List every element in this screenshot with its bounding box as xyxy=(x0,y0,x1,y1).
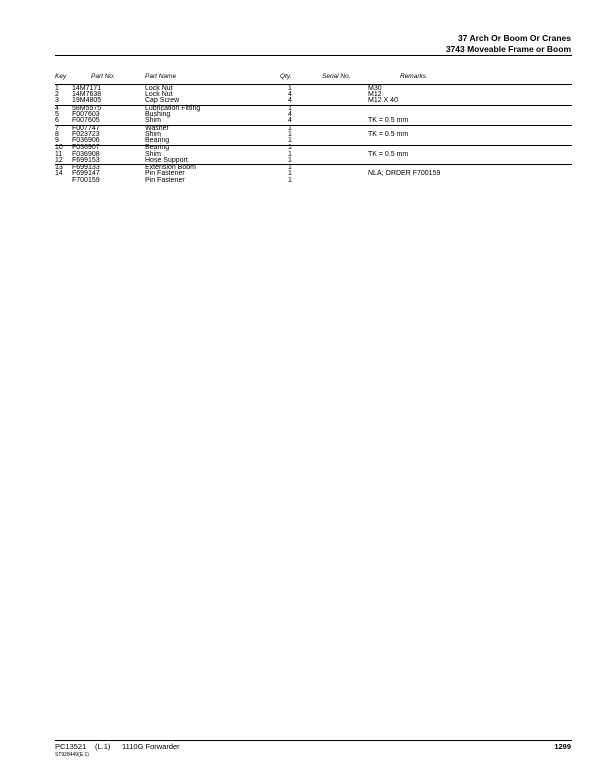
col-qty: Qty. xyxy=(280,73,292,80)
row-part-name: Washer xyxy=(145,124,169,132)
row-key: 4 xyxy=(55,104,59,112)
row-key: 7 xyxy=(55,124,59,132)
row-part-no: F007603 xyxy=(72,111,100,118)
col-part-no: Part No. xyxy=(91,73,115,80)
row-key: 3 xyxy=(55,97,59,105)
row-remark: M30 xyxy=(368,85,382,92)
footer-code: ST928449(E.1) xyxy=(55,752,89,758)
row-part-name: Pin Fastener xyxy=(145,170,185,178)
group-title: 3743 Moveable Frame or Boom xyxy=(445,44,571,54)
row-qty: 4 xyxy=(288,91,292,99)
footer-revision: (L.1) xyxy=(95,742,111,751)
row-part-name: Cap Screw xyxy=(145,97,180,105)
row-key: 6 xyxy=(55,117,59,125)
row-key: 1 xyxy=(55,85,59,92)
row-part-no: F699153 xyxy=(72,156,100,164)
row-qty: 1 xyxy=(288,130,292,138)
row-part-no: 58M5575 xyxy=(72,104,102,112)
row-qty: 1 xyxy=(288,124,292,132)
row-part-no: F699147 xyxy=(72,170,100,178)
row-part-no: F007747 xyxy=(72,124,100,132)
row-part-name: Extension Boom xyxy=(145,164,196,172)
row-part-no: F699133 xyxy=(72,164,100,172)
row-qty: 1 xyxy=(288,137,292,144)
row-qty: 4 xyxy=(288,97,292,105)
col-remarks: Remarks xyxy=(400,73,427,80)
col-serial-no: Serial No. xyxy=(322,73,351,80)
row-part-name: Pin Fastener xyxy=(145,176,185,184)
row-part-no: 19M4805 xyxy=(72,97,102,105)
row-qty: 1 xyxy=(288,104,292,112)
row-part-name: Bushing xyxy=(145,111,171,118)
row-key: 8 xyxy=(55,130,59,138)
row-key: 5 xyxy=(55,111,59,118)
row-qty: 1 xyxy=(288,176,292,184)
row-part-no: F036908 xyxy=(72,150,100,158)
row-key: 9 xyxy=(55,137,59,144)
row-part-no: F023723 xyxy=(72,130,100,138)
footer-page-number: 1299 xyxy=(554,742,571,751)
row-remark: TK = 0.5 mm xyxy=(368,130,409,138)
row-qty: 4 xyxy=(288,117,292,125)
row-remark: M12 xyxy=(368,91,382,99)
row-part-no: F007605 xyxy=(72,117,100,125)
group-separator xyxy=(55,125,572,126)
row-part-no: F036907 xyxy=(72,144,100,152)
row-remark: NLA; ORDER F700159 xyxy=(368,170,441,178)
footer-catalog: PC13521 xyxy=(55,742,87,751)
row-part-name: Shim xyxy=(145,130,161,138)
row-remark: TK = 0.5 mm xyxy=(368,150,409,158)
row-qty: 1 xyxy=(288,170,292,178)
row-remark: M12 X 40 xyxy=(368,97,398,105)
row-part-no: 14M7171 xyxy=(72,85,102,92)
row-remark: TK = 0.5 mm xyxy=(368,117,409,125)
table-top-rule xyxy=(55,84,572,85)
row-part-name: Lock Nut xyxy=(145,85,173,92)
row-key: 13 xyxy=(55,164,63,172)
row-part-no: F036906 xyxy=(72,137,100,144)
group-separator xyxy=(55,105,572,106)
row-part-name: Lubrication Fitting xyxy=(145,104,201,112)
row-part-no: F700159 xyxy=(72,176,100,184)
row-qty: 1 xyxy=(288,85,292,92)
group-separator xyxy=(55,164,572,165)
row-qty: 4 xyxy=(288,111,292,118)
row-part-name: Shim xyxy=(145,117,161,125)
footer-model: 1110G Forwarder xyxy=(122,742,180,751)
row-qty: 1 xyxy=(288,164,292,172)
row-part-no: 14M7638 xyxy=(72,91,102,99)
row-part-name: Lock Nut xyxy=(145,91,173,99)
row-key: 10 xyxy=(55,144,63,152)
row-part-name: Hose Support xyxy=(145,156,188,164)
row-part-name: Bearing xyxy=(145,144,170,152)
row-qty: 1 xyxy=(288,144,292,152)
row-qty: 1 xyxy=(288,156,292,164)
row-key: 12 xyxy=(55,156,63,164)
row-qty: 1 xyxy=(288,150,292,158)
footer-rule xyxy=(55,740,572,741)
section-title: 37 Arch Or Boom Or Cranes xyxy=(457,33,571,43)
header-rule xyxy=(55,55,572,56)
row-key: 2 xyxy=(55,91,59,99)
col-key: Key xyxy=(55,73,67,80)
row-key: 14 xyxy=(55,170,63,178)
row-part-name: Bearing xyxy=(145,137,170,144)
col-part-name: Part Name xyxy=(145,73,177,80)
row-key: 11 xyxy=(55,150,63,158)
group-separator xyxy=(55,145,572,146)
row-part-name: Shim xyxy=(145,150,161,158)
